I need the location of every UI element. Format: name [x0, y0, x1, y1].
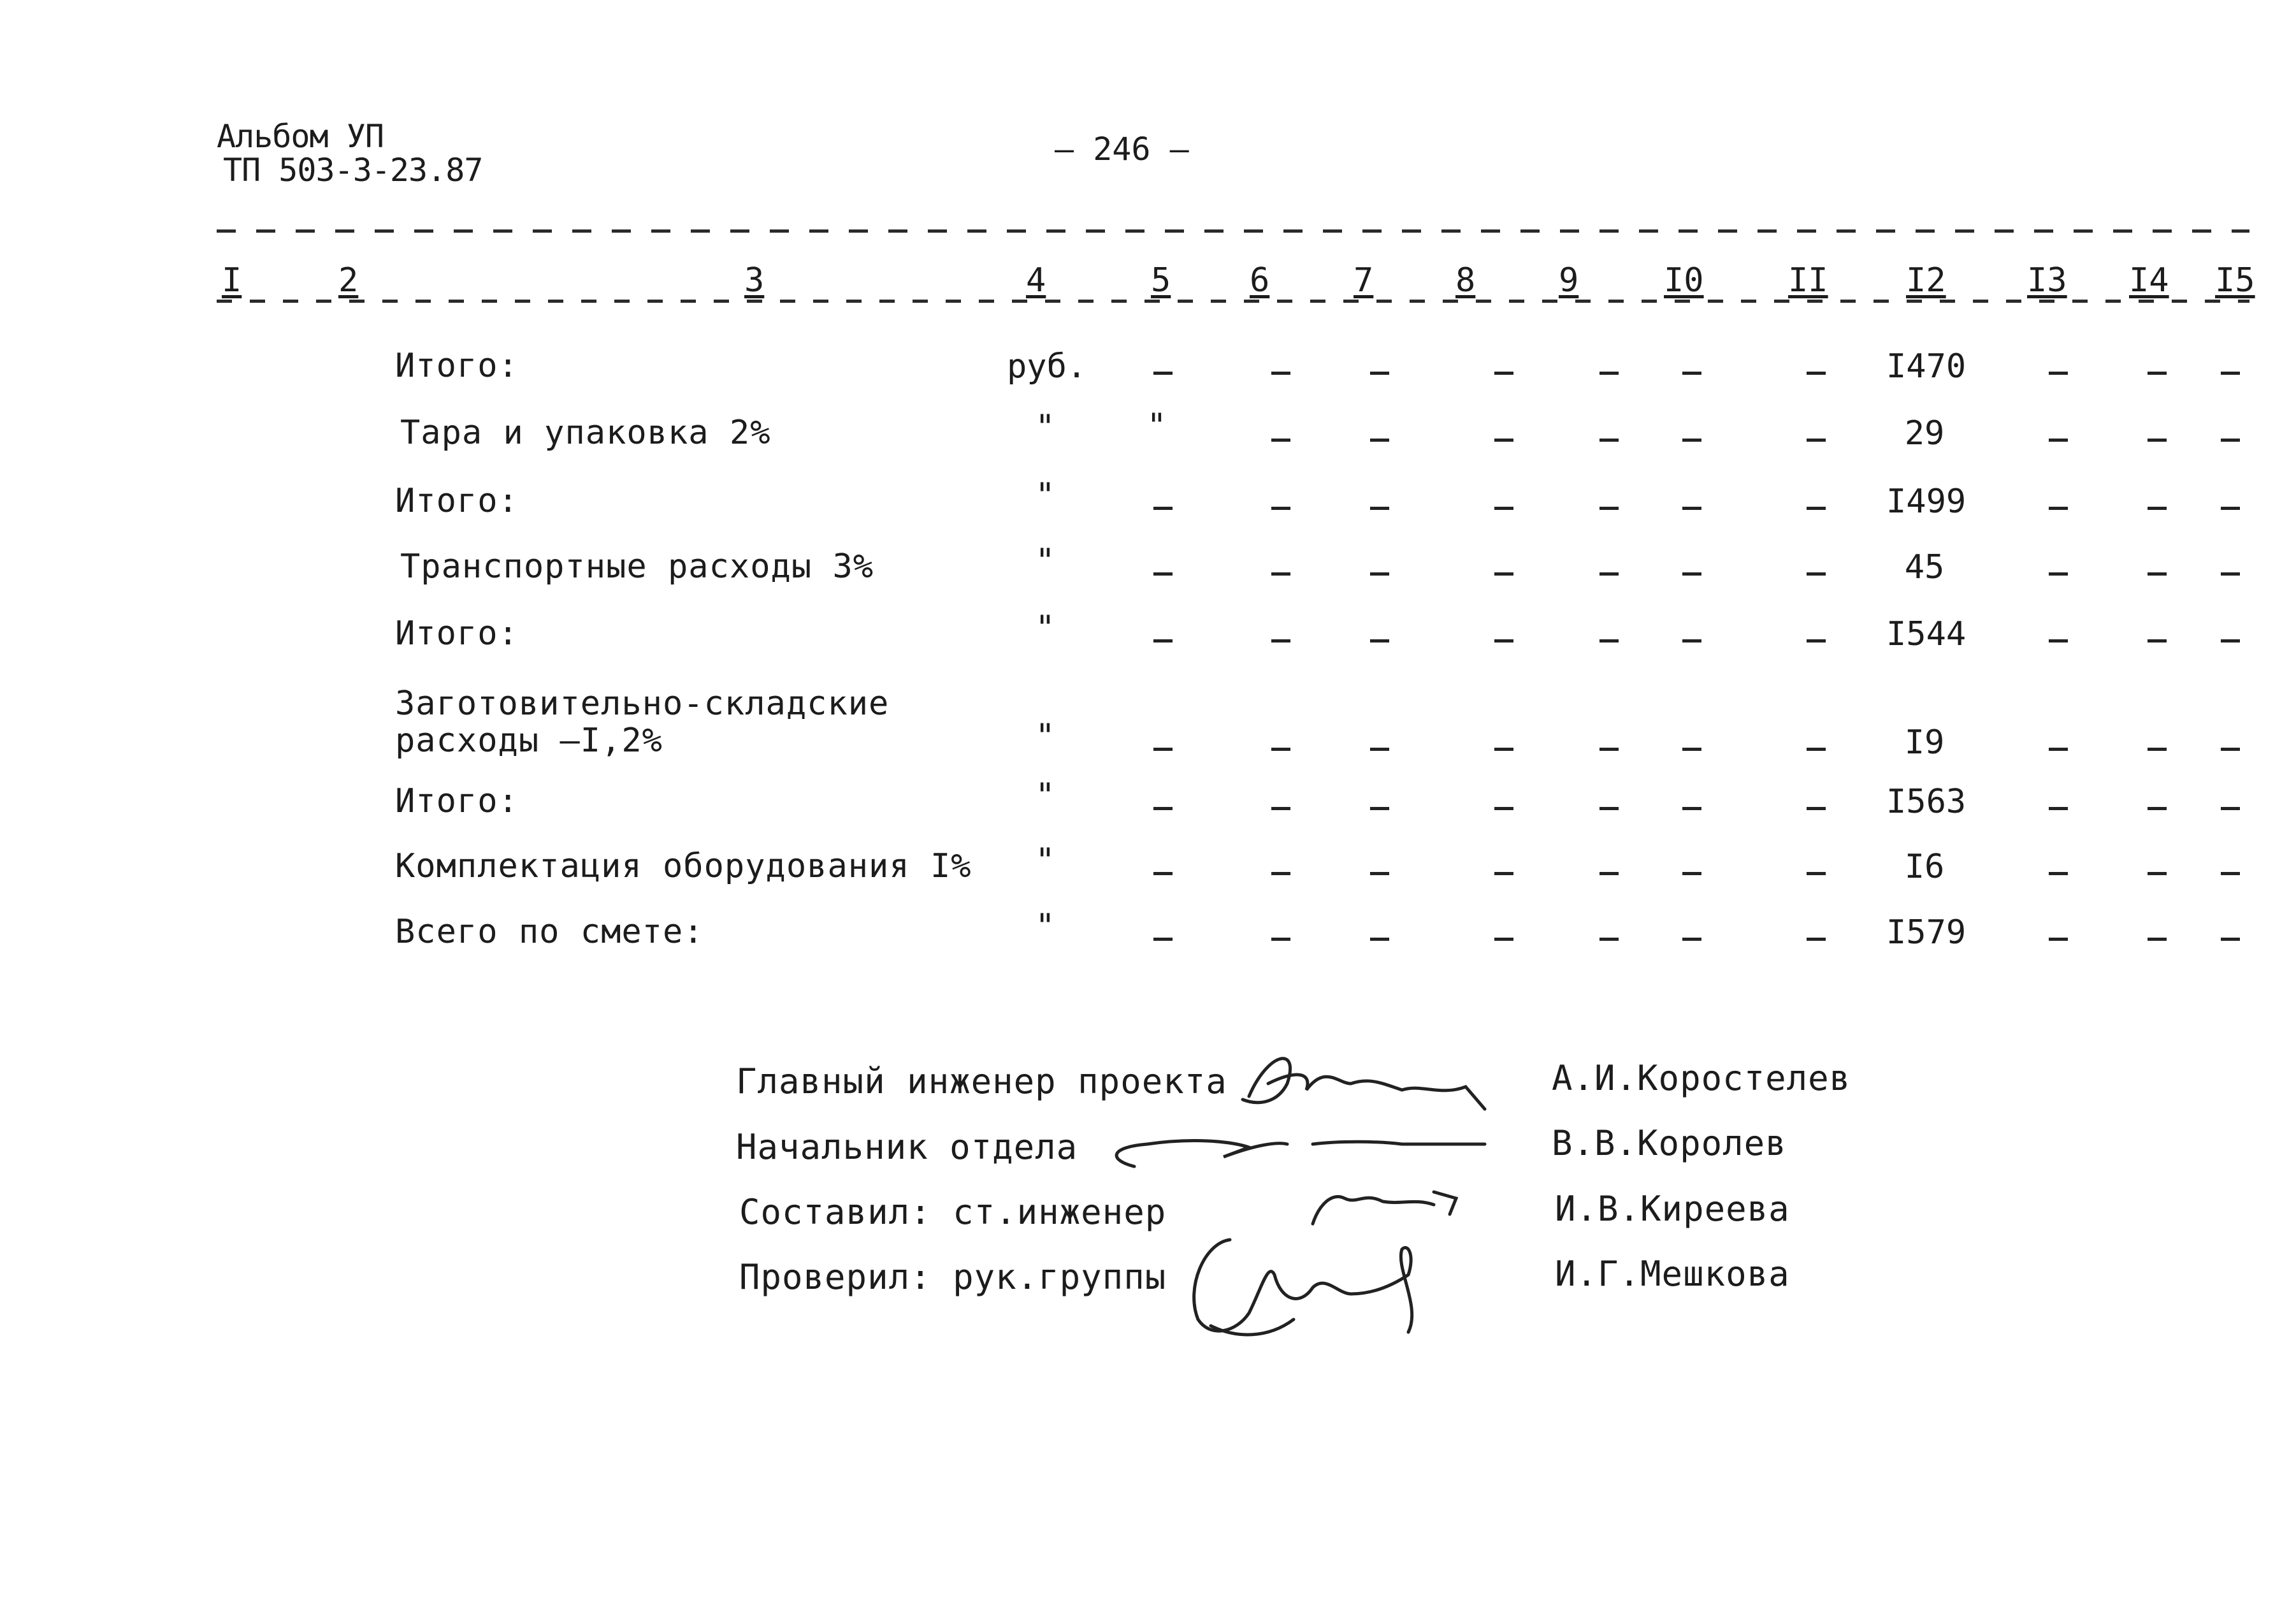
row-unit: "	[1035, 841, 1055, 880]
signature-checker	[1194, 1240, 1412, 1335]
signature-compiler	[1313, 1192, 1456, 1224]
signature-role-department-head: Начальник отдела	[736, 1127, 1078, 1167]
row-label: Итого:	[395, 614, 519, 653]
row-label: Тара и упаковка 2%	[400, 414, 771, 452]
column-number-13: I3	[2023, 261, 2071, 300]
row-col12-value: I6	[1904, 848, 1945, 886]
row-col12-value: 29	[1904, 414, 1945, 453]
row-unit: "	[1035, 609, 1055, 647]
row-col12-value: I470	[1886, 347, 1967, 386]
column-number-4: 4	[1022, 261, 1050, 300]
column-number-2: 2	[335, 261, 362, 300]
row-label-continuation: расходы –I,2%	[395, 722, 663, 760]
row-unit: "	[1035, 476, 1055, 514]
row-label: Комплектация оборудования I%	[395, 847, 972, 885]
signature-role-compiler: Составил: ст.инженер	[739, 1192, 1167, 1232]
signature-chief-engineer	[1243, 1059, 1485, 1109]
row-label: Итого:	[395, 782, 519, 820]
row-unit: "	[1035, 717, 1055, 755]
row-col5: "	[1146, 407, 1167, 445]
signature-name-checker: И.Г.Мешкова	[1555, 1254, 1790, 1294]
row-col12-value: I9	[1904, 723, 1945, 762]
row-col12-value: I563	[1886, 783, 1967, 821]
signature-role-chief-engineer: Главный инженер проекта	[736, 1061, 1227, 1101]
row-label: Транспортные расходы 3%	[400, 548, 874, 586]
column-number-8: 8	[1452, 261, 1479, 300]
column-number-5: 5	[1147, 261, 1174, 300]
column-number-12: I2	[1902, 261, 1950, 300]
signature-department-head	[1116, 1141, 1485, 1166]
row-col12-value: I544	[1886, 615, 1967, 653]
column-number-6: 6	[1246, 261, 1273, 300]
row-label: Итого:	[395, 482, 519, 520]
document-code: ТП 503-3-23.87	[223, 152, 483, 189]
row-unit: "	[1035, 776, 1055, 815]
signature-name-department-head: В.В.Королев	[1552, 1123, 1787, 1163]
row-label: Заготовительно-складские	[395, 685, 890, 723]
signature-role-checker: Проверил: рук.группы	[739, 1257, 1167, 1297]
row-col12-value: I579	[1886, 913, 1967, 952]
row-unit: "	[1035, 542, 1055, 580]
row-label: Итого:	[395, 347, 519, 385]
row-label: Всего по смете:	[395, 913, 704, 951]
row-col12-value: I499	[1886, 483, 1967, 521]
column-number-15: I5	[2211, 261, 2259, 300]
row-unit: "	[1035, 408, 1055, 446]
row-unit: "	[1035, 907, 1055, 945]
signature-name-compiler: И.В.Киреева	[1555, 1189, 1790, 1229]
column-number-1: I	[218, 261, 245, 300]
column-number-11: II	[1784, 261, 1832, 300]
column-number-10: I0	[1660, 261, 1708, 300]
column-number-9: 9	[1555, 261, 1582, 300]
signature-name-chief-engineer: А.И.Коростелев	[1552, 1058, 1851, 1098]
row-unit: руб.	[1007, 347, 1087, 386]
column-number-3: 3	[740, 261, 768, 300]
album-title: Альбом УП	[217, 118, 384, 155]
row-col12-value: 45	[1904, 548, 1945, 586]
column-number-14: I4	[2125, 261, 2173, 300]
page-number: – 246 –	[1055, 131, 1189, 168]
column-number-7: 7	[1350, 261, 1377, 300]
